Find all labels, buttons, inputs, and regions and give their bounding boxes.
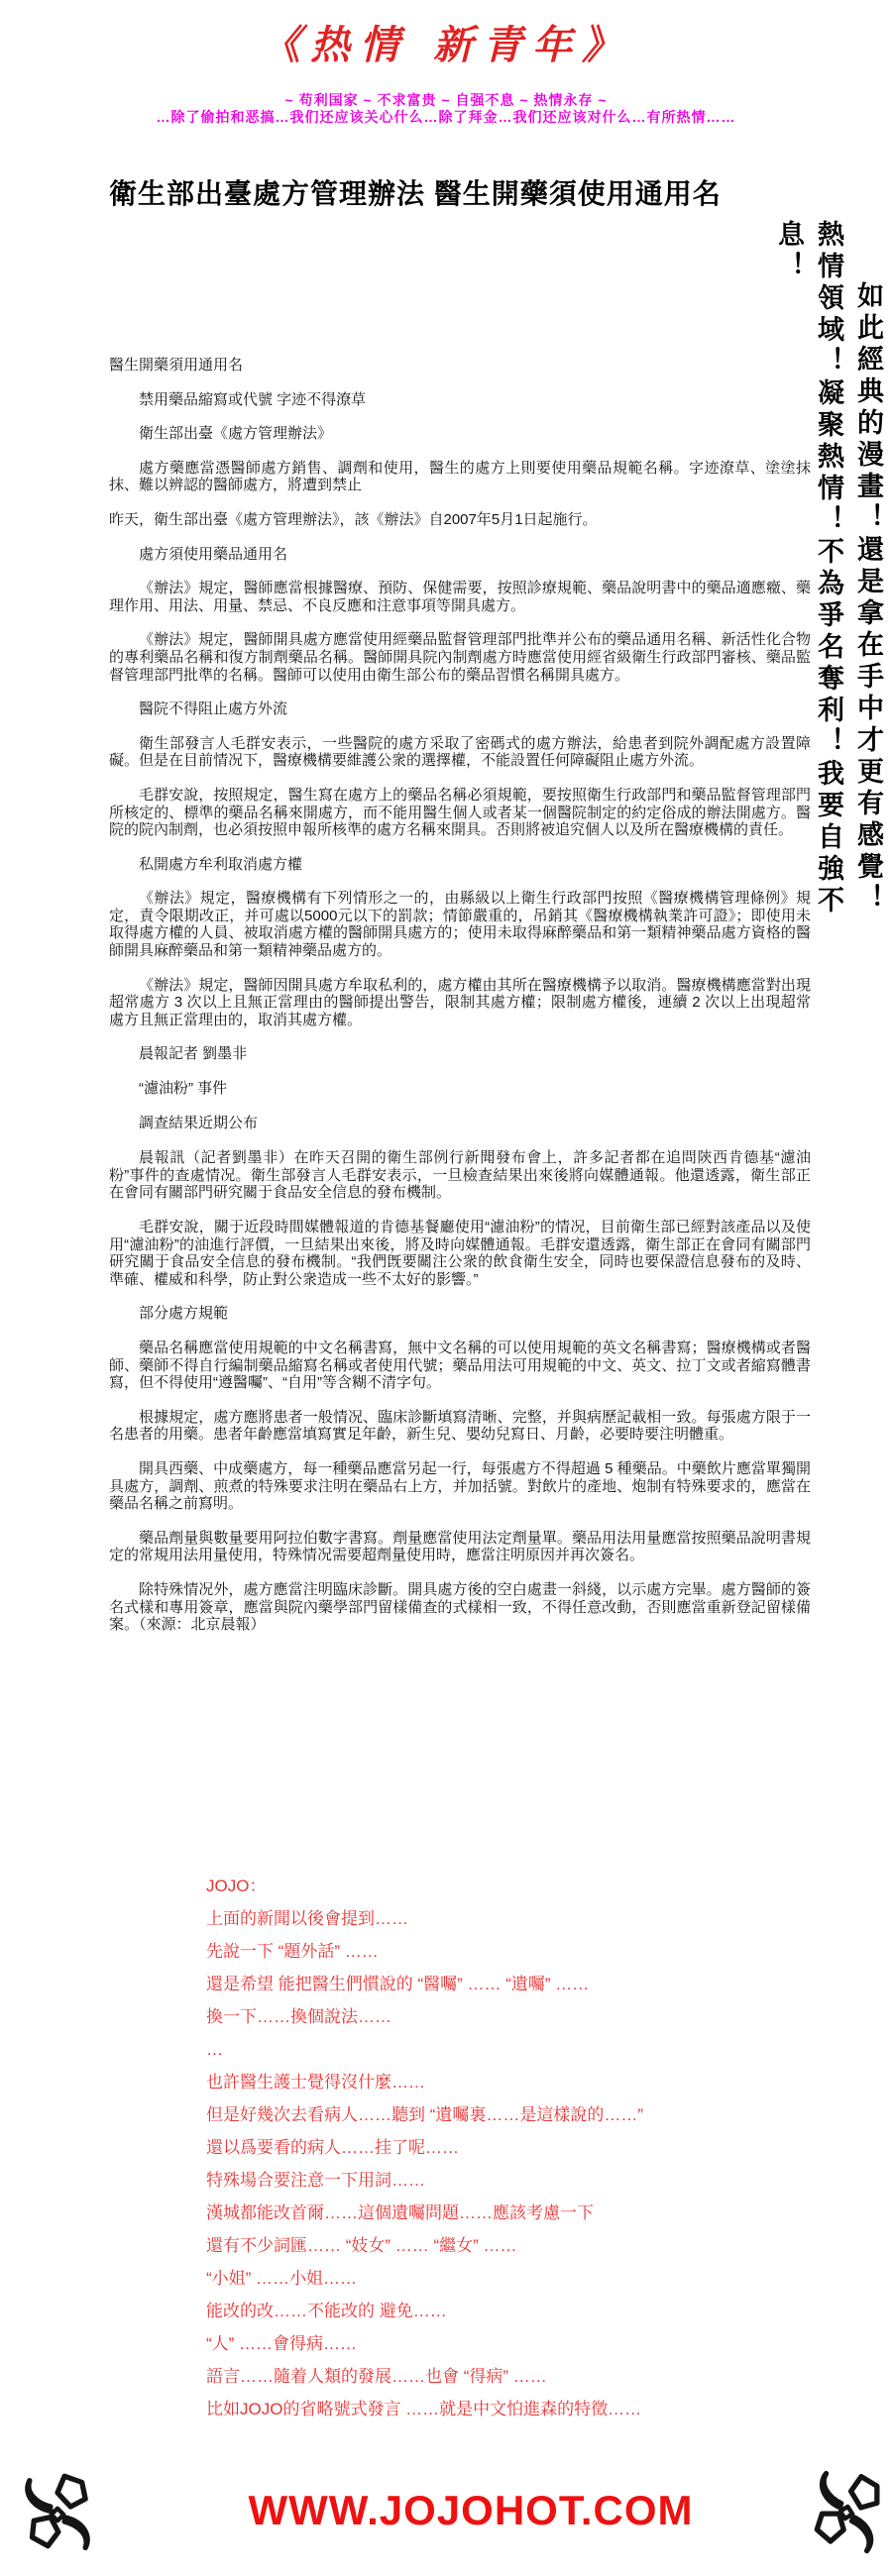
- article-paragraph: 衛生部發言人毛群安表示，一些醫院的處方采取了密碼式的處方辦法，給患者到院外調配處方設置障礙。但是在目前情况下，醫療機構要維護公衆的選擇權，不能設置任何障礙阻止處方外流。: [109, 734, 811, 770]
- pinwheel-ornament-icon: [794, 2457, 892, 2568]
- commentary-line: 上面的新聞以後會提到……: [206, 1909, 408, 1928]
- article-paragraph: 開具西藥、中成藥處方，每一種藥品應當另起一行，每張處方不得超過 5 種藥品。中藥飲片應當單獨開具處方，調劑、煎煮的特殊要求注明在藥品右上方，并加括號。對飲片的產地、炮制有特殊要求的，應當在藥品名稱之前寫明。: [109, 1459, 811, 1513]
- commentary-line: 但是好幾次去看病人……聽到 “遺囑裏……是這樣說的……”: [206, 2105, 644, 2124]
- article-paragraph: 私開處方牟利取消處方權: [139, 855, 303, 873]
- side-banner-line-1: 如此經典的漫畫！還是拿在手中才更有感覺！: [853, 281, 883, 915]
- commentary-line: JOJO：: [206, 1877, 267, 1895]
- pinwheel-ornament-icon: [14, 2467, 101, 2562]
- article-paragraph: 調查結果近期公布: [139, 1114, 259, 1131]
- commentary-line: 能改的改……不能改的 避免……: [206, 2302, 447, 2320]
- article-paragraph: 部分處方規範: [139, 1305, 229, 1323]
- commentary-line: 也許醫生護士覺得沒什麼……: [206, 2073, 425, 2092]
- commentary-line: “人” ……會得病……: [206, 2334, 358, 2353]
- commentary-line: 還有不少詞匯…… “妓女” …… “繼女” ……: [206, 2236, 517, 2255]
- article-paragraph: 毛群安說，按照規定，醫生寫在處方上的藥品名稱必須規範，要按照衛生行政部門和藥品監督管理部門所核定的、標準的藥品名稱來開處方，而不能用醫生個人或者某一個醫院制定的約定俗成的辦法開處方。醫院的院內制劑，也必須按照申報所核準的處方名稱來開具。否則將被追究個人以及所在醫療機構的責任。: [109, 786, 811, 839]
- article-paragraph: 晨報記者 劉墨非: [139, 1045, 248, 1063]
- commentary-line: 特殊場合要注意一下用詞……: [206, 2171, 425, 2190]
- commentary-line: “小姐” ……小姐……: [206, 2269, 358, 2288]
- jojo-commentary: [206, 1878, 840, 2433]
- article-paragraph: 毛群安說，關于近段時間媒體報道的肯德基餐廳使用“濾油粉”的情况，目前衛生部已經對該產品以及使用“濾油粉”的油進行評價，一旦結果出來後，將及時向媒體通報。毛群安還透露，衛生部正在會同有關部門研究關于食品安全信息的發布機制。“我們旣要關注公衆的飲食衛生安全，同時也要保證信息發布的及時、準確、權威和科學，防止對公衆造成一些不太好的影響。”: [109, 1219, 811, 1288]
- article-paragraph: 處方藥應當憑醫師處方銷售、調劑和使用，醫生的處方上則要使用藥品規範名稱。字迹潦草、塗塗抹抹、難以辨認的醫師處方，將遭到禁止: [109, 459, 811, 494]
- commentary-line: 語言……隨着人類的發展……也會 “得病” ……: [206, 2367, 547, 2386]
- article-paragraph: 禁用藥品縮寫或代號 字迹不得潦草: [139, 390, 367, 408]
- article-body: [109, 357, 811, 1651]
- article-paragraph: 昨天，衛生部出臺《處方管理辦法》，該《辦法》自2007年5月1日起施行。: [109, 510, 598, 528]
- masthead-slogan-2: …除了偷拍和恶搞…我们还应该关心什么…除了拜金…我们还应该对什么…有所热情……: [156, 109, 736, 125]
- side-banner-line-2: 熱情領域！凝聚熱情！不為爭名奪利！我要自強不息！: [774, 220, 843, 917]
- commentary-line: 還以爲要看的病人……挂了呢……: [206, 2138, 459, 2157]
- article-paragraph: 《辦法》規定，醫師因開具處方牟取私利的，處方權由其所在醫療機構予以取消。醫療機構應當對出現超常處方 3 次以上且無正當理由的醫師提出警告，限制其處方權；限制處方權後，連續 2 次以上出現超常處方且無正當理由的，取消其處方權。: [109, 976, 811, 1028]
- article-paragraph: 晨報訊（記者劉墨非）在昨天召開的衛生部例行新聞發布會上，許多記者都在追問陝西肯德基“濾油粉”事件的查處情况。衛生部發言人毛群安表示，一旦檢查結果出來後將向媒體通報。他還透露，衛生部正在會同有關部門研究關于食品安全信息的發布機制。: [109, 1149, 811, 1202]
- site-url-link[interactable]: WWW.JOJOHOT.COM: [248, 2487, 694, 2533]
- article-paragraph: 藥品名稱應當使用規範的中文名稱書寫，無中文名稱的可以使用規範的英文名稱書寫；醫療機構或者醫師、藥師不得自行編制藥品縮寫名稱或者使用代號；藥品用法可用規範的中文、英文、拉丁文或者縮寫體書寫，但不得使用“遵醫囑”、“自用”等含糊不清字句。: [109, 1339, 811, 1392]
- commentary-line: 還是希望 能把醫生們慣說的 “醫囑” …… “遺囑” ……: [206, 1975, 590, 1993]
- article-paragraph: 處方須使用藥品通用名: [139, 545, 288, 563]
- article-paragraph: 藥品劑量與數量要用阿拉伯數字書寫。劑量應當使用法定劑量單。藥品用法用量應當按照藥品說明書規定的常規用法用量使用，特殊情况需要超劑量使用時，應當注明原因并再次簽名。: [109, 1529, 811, 1564]
- commentary-line: 先說一下 “題外話” ……: [206, 1942, 379, 1961]
- article-paragraph: 醫生開藥須用通用名: [109, 357, 244, 374]
- commentary-line: 換一下……換個說法……: [206, 2007, 391, 2026]
- commentary-line: 比如JOJO的省略號式發言 ……就是中文怕進森的特徵……: [206, 2400, 642, 2418]
- article-paragraph: 《辦法》規定，醫師應當根據醫療、預防、保健需要，按照診療規範、藥品說明書中的藥品適應癥、藥理作用、用法、用量、禁忌、不良反應和注意事項等開具處方。: [109, 580, 811, 614]
- masthead: [0, 10, 892, 126]
- masthead-slogan-1: ~ 苟利国家 ~ 不求富贵 ~ 自强不息 ~ 热情永存 ~: [284, 92, 608, 108]
- article-paragraph: 《辦法》規定，醫師開具處方應當使用經藥品監督管理部門批準并公布的藥品通用名稱、新活性化合物的專利藥品名稱和復方制劑藥品名稱。醫師開具院內制劑處方時應當使用經省級衛生行政部門審核、藥品監督管理部門批準的名稱。醫師可以使用由衛生部公布的藥品習慣名稱開具處方。: [109, 631, 811, 684]
- magazine-title: 《热情 新青年》: [261, 22, 631, 68]
- article-headline: 衛生部出臺處方管理辦法 醫生開藥須使用通用名: [109, 178, 722, 209]
- article-paragraph: “濾油粉” 事件: [139, 1080, 228, 1098]
- article-paragraph: 《辦法》規定，醫療機構有下列情形之一的，由縣級以上衛生行政部門按照《醫療機構管理條例》規定，責令限期改正，并可處以5000元以下的罰款；情節嚴重的，吊銷其《醫療機構執業許可證》；即使用未取得處方權的人員、被取消處方權的醫師開具處方的；使用未取得麻醉藥品和第一類精神藥品處方資格的醫師開具麻醉藥品和第一類精神藥品處方的。: [109, 890, 811, 960]
- commentary-line: 漢城都能改首爾……這個遺囑問題……應該考慮一下: [206, 2203, 594, 2222]
- commentary-line: …: [206, 2040, 223, 2059]
- article-paragraph: 根據規定，處方應將患者一般情况、臨床診斷填寫清晰、完整，并與病歷記載相一致。每張處方限于一名患者的用藥。患者年齡應當填寫實足年齡，新生兒、嬰幼兒寫日、月齡，必要時要注明體重。: [109, 1408, 811, 1444]
- article-paragraph: 醫院不得阻止處方外流: [139, 700, 288, 718]
- article-paragraph: 衛生部出臺《處方管理辦法》: [139, 425, 333, 443]
- article-paragraph: 除特殊情况外，處方應當注明臨床診斷。開具處方後的空白處畫一斜綫，以示處方完畢。處方醫師的簽名式樣和專用簽章，應當與院內藥學部門留樣備查的式樣相一致，不得任意改動，否則應當重新登記留樣備案。（來源：北京晨報）: [109, 1580, 811, 1634]
